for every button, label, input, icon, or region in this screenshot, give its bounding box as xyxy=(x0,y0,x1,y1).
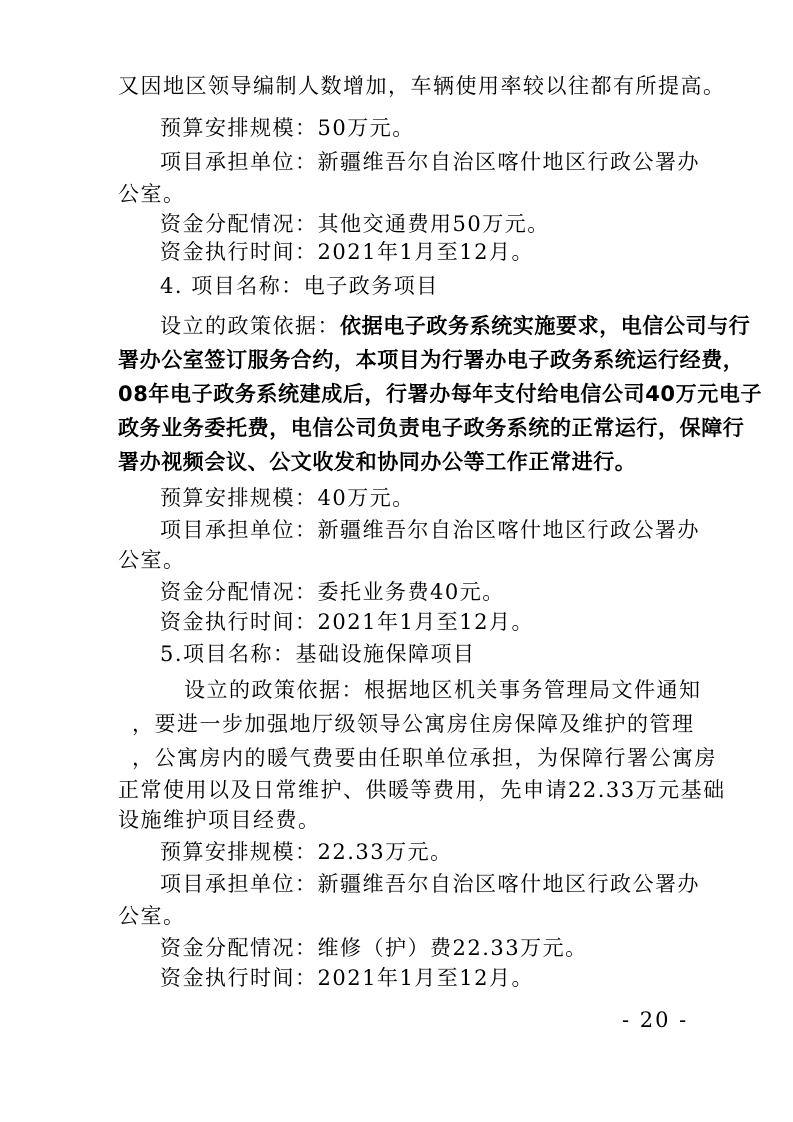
text-line: 项目承担单位：新疆维吾尔自治区喀什地区行政公署办 xyxy=(160,872,700,896)
section-heading: 4. 项目名称：电子政务项目 xyxy=(160,274,439,298)
text-line xyxy=(160,314,750,338)
text-line: 资金分配情况：其他交通费用50万元。 xyxy=(160,212,550,236)
text-line: 资金执行时间：2021年1月至12月。 xyxy=(160,610,535,634)
text-line: 设立的政策依据：根据地区机关事务管理局文件通知 xyxy=(184,678,702,702)
text-line: 政务业务委托费，电信公司负责电子政务系统的正常运行，保障行 xyxy=(118,416,745,440)
text-line: 预算安排规模：50万元。 xyxy=(160,116,415,140)
text-line: 项目承担单位：新疆维吾尔自治区喀什地区行政公署办 xyxy=(160,150,700,174)
page-number: - 20 - xyxy=(622,1008,689,1032)
text-line: 资金执行时间：2021年1月至12月。 xyxy=(160,966,535,990)
policy-basis-text: 依据电子政务系统实施要求，电信公司与行 xyxy=(340,314,751,338)
policy-basis-label: 设立的政策依据： xyxy=(160,314,340,338)
text-line: 资金分配情况：委托业务费40元。 xyxy=(160,580,505,604)
section-heading: 5.项目名称：基础设施保障项目 xyxy=(160,642,476,666)
text-line: 08年电子政务系统建成后，行署办每年支付给电信公司40万元电子 xyxy=(118,382,763,406)
text-line: 资金执行时间：2021年1月至12月。 xyxy=(160,240,535,264)
text-line: 又因地区领导编制人数增加，车辆使用率较以往都有所提高。 xyxy=(118,74,726,98)
text-line: 公室。 xyxy=(118,182,186,206)
text-line: ，要进一步加强地厅级领导公寓房住房保障及维护的管理 xyxy=(132,712,695,736)
text-line: 正常使用以及日常维护、供暖等费用，先申请22.33万元基础 xyxy=(118,778,726,802)
text-line: 项目承担单位：新疆维吾尔自治区喀什地区行政公署办 xyxy=(160,518,700,542)
text-line: 公室。 xyxy=(118,548,186,572)
text-line: 预算安排规模：22.33万元。 xyxy=(160,840,453,864)
text-line: 预算安排规模：40万元。 xyxy=(160,486,415,510)
text-line: 署办公室签订服务合约，本项目为行署办电子政务系统运行经费， xyxy=(118,348,745,372)
text-line: 资金分配情况：维修（护）费22.33万元。 xyxy=(160,936,588,960)
text-line: 公室。 xyxy=(118,904,186,928)
text-line: ，公寓房内的暖气费要由任职单位承担，为保障行署公寓房 xyxy=(132,746,717,770)
text-line: 署办视频会议、公文收发和协同办公等工作正常进行。 xyxy=(118,450,637,474)
text-line: 设施维护项目经费。 xyxy=(118,808,321,832)
